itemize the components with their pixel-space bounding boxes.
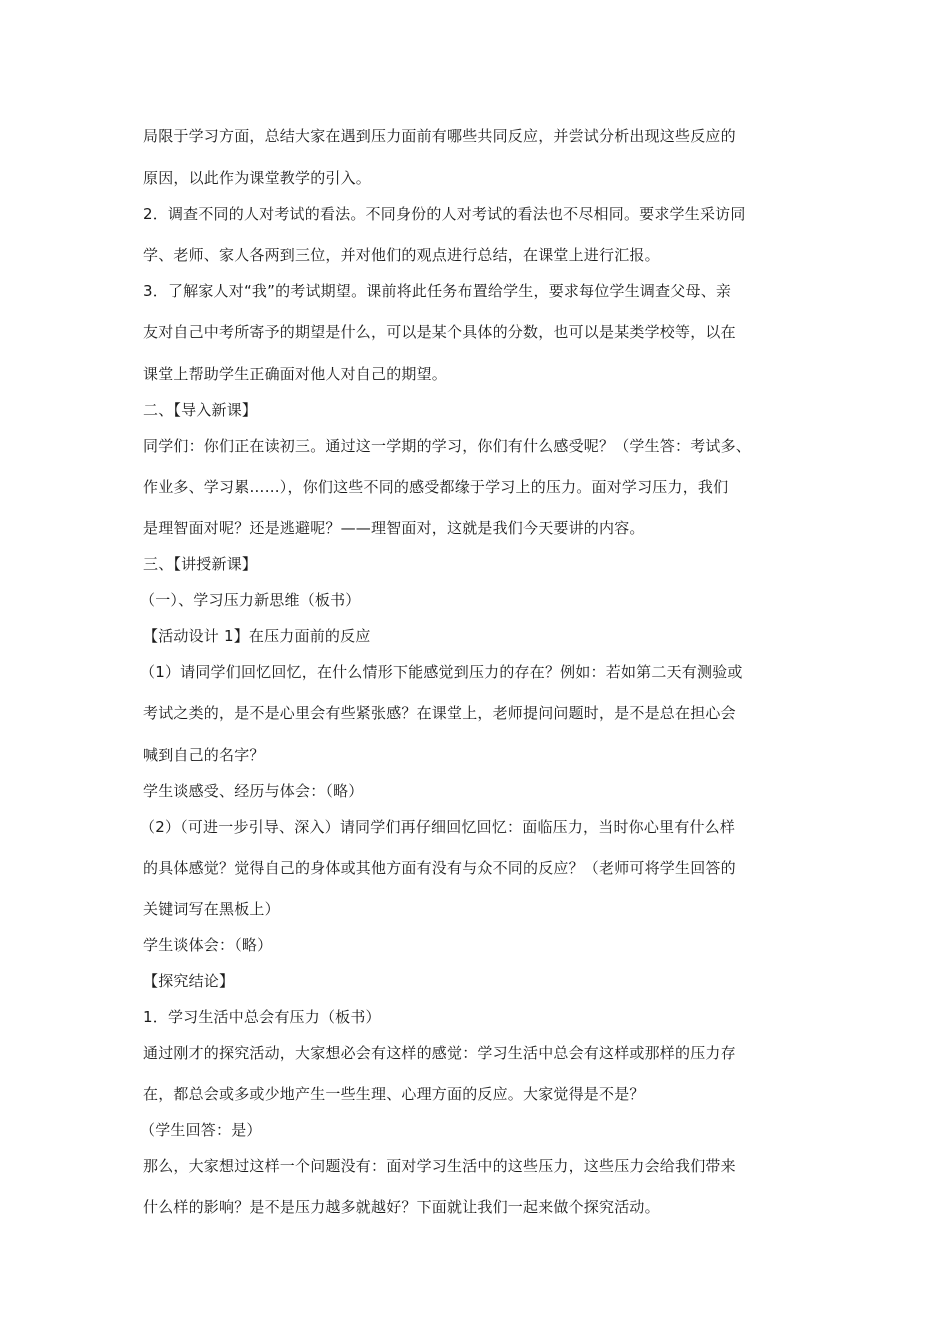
text-line: 通过刚才的探究活动，大家想必会有这样的感觉：学习生活中总会有这样或那样的压力存 bbox=[143, 1044, 736, 1062]
text-line: 友对自己中考所寄予的期望是什么，可以是某个具体的分数，也可以是某类学校等，以在 bbox=[143, 323, 736, 341]
text-line: 作业多、学习累……），你们这些不同的感受都缘于学习上的压力。面对学习压力，我们 bbox=[143, 478, 729, 496]
subsection-heading: （一）、学习压力新思维（板书） bbox=[140, 591, 361, 609]
text-line: 是理智面对呢？还是逃避呢？——理智面对，这就是我们今天要讲的内容。 bbox=[143, 519, 645, 537]
text-line: 什么样的影响？是不是压力越多就越好？下面就让我们一起来做个探究活动。 bbox=[143, 1198, 660, 1216]
text-line: 学生谈感受、经历与体会：（略） bbox=[143, 782, 364, 800]
conclusion-heading: 【探究结论】 bbox=[143, 972, 235, 990]
section-heading: 二、【导入新课】 bbox=[143, 401, 258, 419]
text-line: 局限于学习方面，总结大家在遇到压力面前有哪些共同反应，并尝试分析出现这些反应的 bbox=[143, 127, 736, 145]
text-line: 喊到自己的名字？ bbox=[143, 746, 265, 764]
text-line: 课堂上帮助学生正确面对他人对自己的期望。 bbox=[143, 365, 448, 383]
text-line: （学生回答：是） bbox=[140, 1121, 262, 1139]
text-line: 1．学习生活中总会有压力（板书） bbox=[143, 1008, 381, 1026]
section-heading: 三、【讲授新课】 bbox=[143, 555, 258, 573]
text-line: 在，都总会或多或少地产生一些生理、心理方面的反应。大家觉得是不是？ bbox=[143, 1085, 645, 1103]
text-line: 那么，大家想过这样一个问题没有：面对学习生活中的这些压力，这些压力会给我们带来 bbox=[143, 1157, 736, 1175]
text-line: 学生谈体会：（略） bbox=[143, 936, 273, 954]
text-line: 同学们：你们正在读初三。通过这一学期的学习，你们有什么感受呢？（学生答：考试多、 bbox=[143, 437, 752, 455]
text-line: （1）请同学们回忆回忆，在什么情形下能感觉到压力的存在？例如：若如第二天有测验或 bbox=[140, 663, 743, 681]
text-line: 的具体感觉？觉得自己的身体或其他方面有没有与众不同的反应？（老师可将学生回答的 bbox=[143, 859, 736, 877]
activity-heading: 【活动设计 1】在压力面前的反应 bbox=[143, 627, 371, 645]
text-line: 考试之类的，是不是心里会有些紧张感？在课堂上，老师提问问题时，是不是总在担心会 bbox=[143, 704, 736, 722]
text-line: 原因，以此作为课堂教学的引入。 bbox=[143, 169, 372, 187]
text-line: （2）（可进一步引导、深入）请同学们再仔细回忆回忆：面临压力，当时你心里有什么样 bbox=[140, 818, 736, 836]
text-line: 关键词写在黑板上） bbox=[143, 900, 280, 918]
text-line: 2．调查不同的人对考试的看法。不同身份的人对考试的看法也不尽相同。要求学生采访同 bbox=[143, 205, 746, 223]
text-line: 3．了解家人对“我”的考试期望。课前将此任务布置给学生，要求每位学生调查父母、亲 bbox=[143, 282, 732, 300]
text-line: 学、老师、家人各两到三位，并对他们的观点进行总结，在课堂上进行汇报。 bbox=[143, 246, 660, 264]
